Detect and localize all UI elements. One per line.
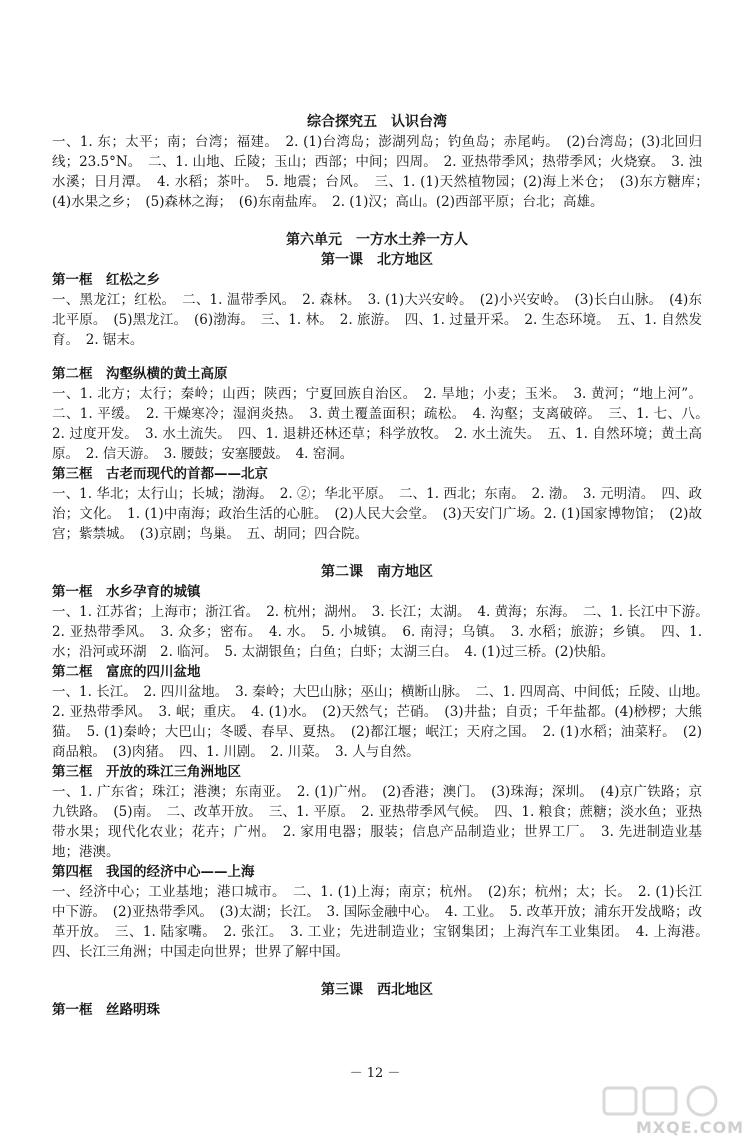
- page-number: － 12 －: [349, 1066, 401, 1081]
- frame-title: 第三框 古老而现代的首都——北京: [52, 466, 268, 482]
- answer-paragraph: 一、1. 广东省；珠江；港澳；东南亚。 2. (1)广州。 (2)香港；澳门。 (3)珠海；深圳。 (4)京广铁路；京九铁路。 (5)南。 二、改革开放。 三、1. 平原。 2. 亚热带季风气候。 四、1. 粮食；蔗糖；淡水鱼；亚热带水果；现代化农业；花卉；广州。 2. 家用电器；服装；信息产品制造业；世界工厂。 3. 先进制造业基地；港澳。: [52, 784, 702, 860]
- document-body: [52, 112, 716, 1020]
- answer-paragraph: 一、1. 长江。 2. 四川盆地。 3. 秦岭；大巴山脉；巫山；横断山脉。 二、1. 四周高、中间低；丘陵、山地。 2. 亚热带季风。 3. 岷；重庆。 4. (1)水。 (2)天然气；芒硝。 (3)井盐；自贡；千年盐都。(4)桫椤；大熊猫。 5. (1)秦岭；大巴山；冬暖、春早、夏热。 (2)都江堰；岷江；天府之国。 2. (1)水稻；油菜籽。 (2)商品粮。 (3)肉猪。 四、1. 川剧。 2. 川菜。 3. 人与自然。: [52, 684, 716, 760]
- section-heading: 第三课 西北地区: [321, 982, 433, 998]
- spacer: [52, 544, 702, 562]
- answer-paragraph: 一、1. 江苏省；上海市；浙江省。 2. 杭州；湖州。 3. 长江；太湖。 4. 黄海；东海。 二、1. 长江中下游。 2. 亚热带季风。 3. 众多；密布。 4. 水。 5. 小城镇。 6. 南浔；乌镇。 3. 水稻；旅游；乡镇。 四、1. 水；沿河或环湖 2. 临河。 5. 太湖银鱼；白鱼；白虾；太湖三白。 4. (1)过三桥。(2)快船。: [52, 604, 716, 660]
- section-heading: 第二课 南方地区: [321, 564, 433, 580]
- answer-paragraph: 一、1. 北方；太行；秦岭；山西；陕西；宁夏回族自治区。 2. 旱地；小麦；玉米。 3. 黄河；“地上河”。二、1. 平缓。 2. 干燥寒冷；湿润炎热。 3. 黄土覆盖面积；疏松。 4. 沟壑；支离破碎。 三、1. 七、八。 2. 过度开发。 3. 水土流失。 四、1. 退耕还林还草；科学放牧。 2. 水土流失。 五、1. 自然环境；黄土高原。 2. 信天游。 3. 腰鼓；安塞腰鼓。 4. 窑洞。: [52, 386, 716, 462]
- answer-paragraph: 一、黑龙江；红松。 二、1. 温带季风。 2. 森林。 3. (1)大兴安岭。 (2)小兴安岭。 (3)长白山脉。 (4)东北平原。 (5)黑龙江。 (6)渤海。 三、1. 林。 2. 旅游。 四、1. 过量开采。 2. 生态环境。 五、1. 自然发育。 2. 锯末。: [52, 292, 702, 348]
- spacer: [52, 212, 702, 230]
- watermark-text: MXQE.COM: [635, 1118, 744, 1137]
- section-heading: 第六单元 一方水土养一方人: [286, 232, 468, 248]
- section-heading: 第一课 北方地区: [321, 252, 433, 268]
- frame-title: 第二框 富庶的四川盆地: [52, 664, 201, 680]
- frame-title: 第三框 开放的珠江三角洲地区: [52, 764, 241, 780]
- spacer: [52, 350, 702, 364]
- answer-paragraph: 一、1. 华北；太行山；长城；渤海。 2. ②；华北平原。 二、1. 西北；东南。 2. 渤。 3. 元明清。 四、政治；文化。 1. (1)中南海；政治生活的心脏。 (2)人民大会堂。 (3)天安门广场。2. (1)国家博物馆； (2)故宫；紫禁城。 (3)京剧；鸟巢。 五、胡同；四合院。: [52, 486, 702, 542]
- frame-title: 第二框 沟壑纵横的黄土高原: [52, 366, 228, 382]
- frame-title: 第一框 丝路明珠: [52, 1002, 160, 1018]
- spacer: [52, 962, 702, 980]
- frame-title: 第四框 我国的经济中心——上海: [52, 864, 255, 880]
- answer-paragraph: 一、1. 东；太平；南；台湾；福建。 2. (1)台湾岛；澎湖列岛；钓鱼岛；赤尾屿。 (2)台湾岛；(3)北回归线；23.5°N。 二、1. 山地、丘陵；玉山；西部；中间；四周。 2. 亚热带季风；热带季风；火烧寮。 3. 浊水溪；日月潭。 4. 水稻；茶叶。 5. 地震；台风。 三、1. (1)天然植物园；(2)海上米仓； (3)东方糖库； (4)水果之乡； (5)森林之海； (6)东南盐库。 2. (1)汉；高山。(2)西部平原；台北；高雄。: [52, 134, 716, 210]
- section-heading: 综合探究五 认识台湾: [307, 114, 447, 130]
- frame-title: 第一框 红松之乡: [52, 272, 160, 288]
- answer-paragraph: 一、经济中心；工业基地；港口城市。 二、1. (1)上海；南京；杭州。 (2)东；杭州；太；长。 2. (1)长江中下游。 (2)亚热带季风。 (3)太湖；长江。 3. 国际金融中心。 4. 工业。 5. 改革开放；浦东开发战略；改革开放。 三、1. 陆家嘴。 2. 张江。 3. 工业；先进制造业；宝钢集团；上海汽车工业集团。 4. 上海港。 四、长江三角洲；中国走向世界；世界了解中国。: [52, 884, 716, 960]
- frame-title: 第一框 水乡孕育的城镇: [52, 584, 201, 600]
